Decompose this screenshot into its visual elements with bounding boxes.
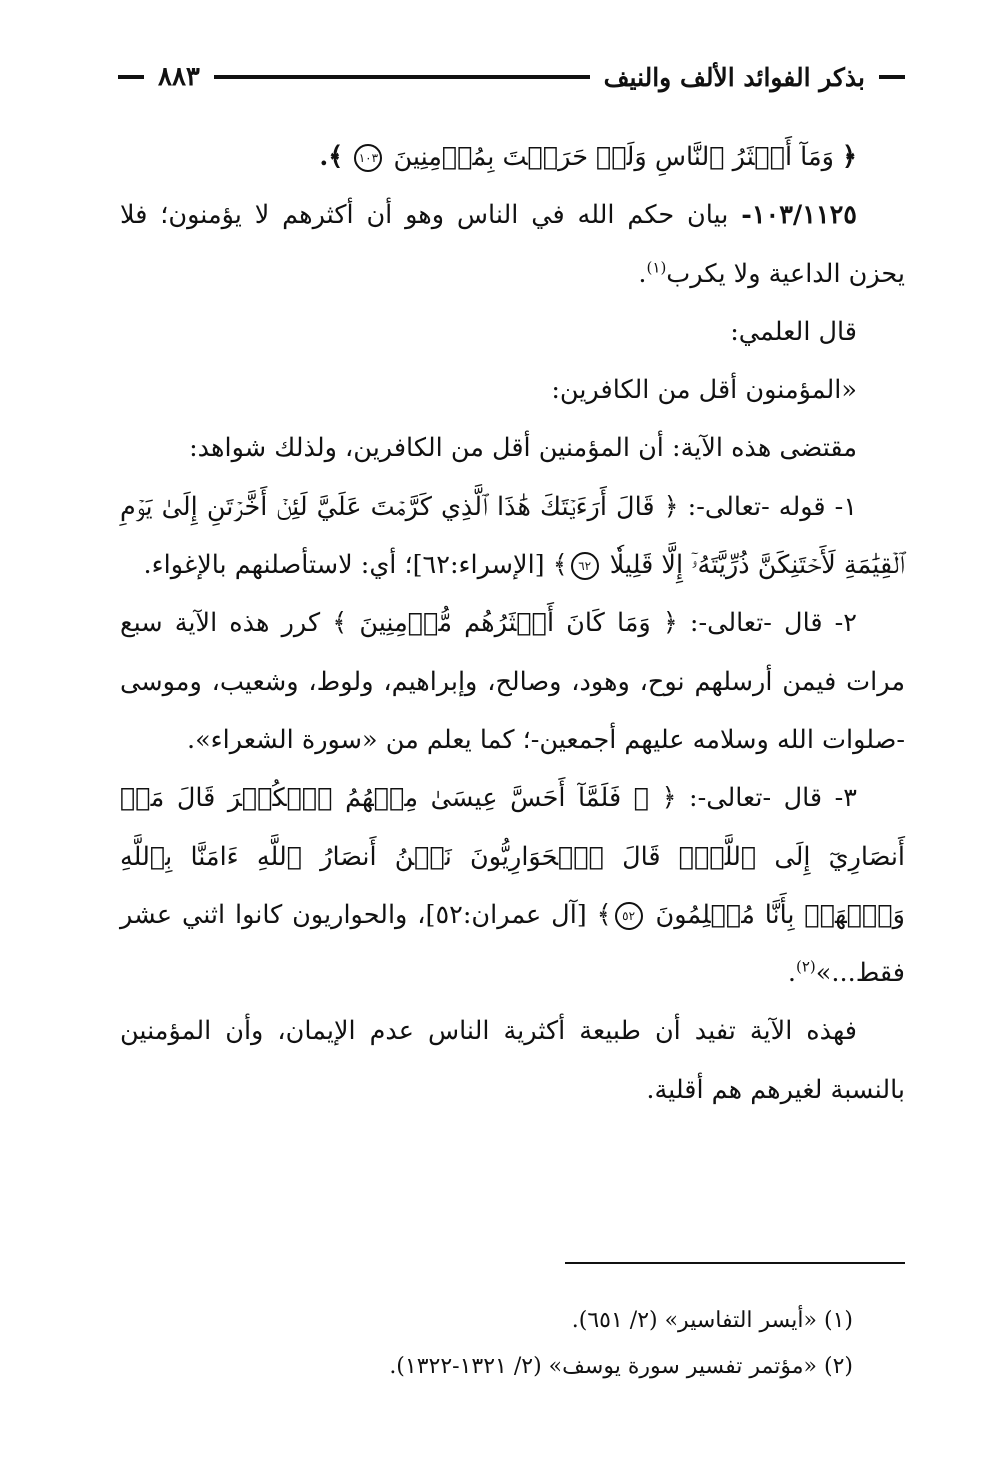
running-header bbox=[118, 60, 905, 94]
header-dash-left bbox=[118, 75, 144, 79]
benefit-number: ١٠٣/١١٢٥- bbox=[741, 200, 857, 231]
evidence-3-rest: ﴾ [آل عمران:٥٢]، والحواريون كانوا اثني عشر فقط...» bbox=[120, 899, 905, 989]
paragraph-conclusion: فهذه الآية تفيد أن طبيعة أكثرية الناس عدم الإيمان، وأن المؤمنين بالنسبة لغيرهم هم أقلية. bbox=[120, 1016, 905, 1105]
verse-number-mark: ٦٢ bbox=[571, 552, 599, 580]
footnote-1: (١) «أيسر التفاسير» (٢/ ٦٥١). bbox=[571, 1308, 853, 1333]
benefit-end: . bbox=[638, 258, 647, 289]
verse-number-mark: ٥٢ bbox=[615, 902, 643, 930]
benefit-text: بيان حكم الله في الناس وهو أن أكثرهم لا يؤمنون؛ فلا يحزن الداعية ولا يكرب bbox=[120, 200, 905, 289]
evidence-2-intro: ٢- قال -تعالى-: ﴿ bbox=[662, 608, 857, 639]
paragraph-evidence-3 bbox=[120, 769, 905, 1002]
header-dash-right bbox=[879, 75, 905, 79]
quran-verse-imran: ۞ فَلَمَّآ أَحَسَّ عِيسَىٰ مِنۡهُمُ ٱلۡكُفۡرَ قَالَ مَنۡ أَنصَارِيٓ إِلَى ٱللَّهِۖ قَالَ ٱلۡحَوَارِيُّونَ نَحۡنُ أَنصَارُ ٱللَّهِ ءَامَنَّا بِٱللَّهِ وَٱشۡهَدۡ بِأَنَّا مُسۡلِمُونَ bbox=[120, 783, 905, 930]
page-number: ٨٨٣ bbox=[158, 62, 200, 92]
quran-verse-isra: قَالَ أَرَءَيۡتَكَ هَٰذَا ٱلَّذِي كَرَّمۡتَ عَلَيَّ لَئِنۡ أَخَّرۡتَنِ إِلَىٰ يَوۡمِ ٱلۡقِيَٰمَةِ لَأَحۡتَنِكَنَّ ذُرِّيَّتَهُۥٓ إِلَّا قَلِيلٗا bbox=[120, 491, 905, 581]
evidence-1-intro: ١- قوله -تعالى-: ﴿ bbox=[663, 491, 858, 522]
evidence-2-rest: ﴾ كرر هذه الآية سبع مرات فيمن أرسلهم نوح، وهود، وصالح، وإبراهيم، ولوط، وشعيب، وموسى -صلوات الله وسلامه عليهم أجمعين-؛ كما يعلم من «سورة الشعراء». bbox=[120, 608, 905, 755]
paragraph-evidence-2 bbox=[120, 594, 905, 769]
evidence-3-end: . bbox=[787, 958, 796, 989]
verse-open-brace: ﴿ bbox=[842, 142, 857, 172]
footnotes bbox=[120, 1298, 853, 1390]
evidence-3-intro: ٣- قال -تعالى-: ﴿ bbox=[661, 783, 857, 814]
footnote-2: (٢) «مؤتمر تفسير سورة يوسف» (٢/ ١٣٢١-١٣٢٢). bbox=[389, 1354, 853, 1379]
paragraph-subheading: «المؤمنون أقل من الكافرين: bbox=[551, 375, 857, 406]
paragraph-evidence-1 bbox=[120, 478, 905, 595]
paragraph-benefit-1125 bbox=[120, 186, 905, 303]
footnote-separator bbox=[565, 1262, 905, 1264]
footnote-ref-2[interactable]: (٢) bbox=[796, 957, 816, 976]
verse-close-brace: ﴾. bbox=[319, 142, 344, 172]
paragraph-intro: مقتضى هذه الآية: أن المؤمنين أقل من الكافرين، ولذلك شواهد: bbox=[189, 433, 857, 464]
quran-verse: وَمَآ أَكۡثَرُ ٱلنَّاسِ وَلَوۡ حَرَصۡتَ بِمُؤۡمِنِينَ bbox=[393, 142, 834, 172]
quran-verse-shuara: وَمَا كَانَ أَكۡثَرُهُم مُّؤۡمِنِينَ bbox=[347, 608, 663, 639]
header-rule bbox=[214, 75, 590, 79]
paragraph-al-alami: قال العلمي: bbox=[730, 316, 857, 347]
evidence-1-rest: ﴾ [الإسراء:٦٢]؛ أي: لاستأصلنهم بالإغواء. bbox=[143, 550, 568, 581]
body-text bbox=[120, 128, 905, 1119]
running-header-title: بذكر الفوائد الألف والنيف bbox=[603, 62, 865, 92]
footnote-ref-1[interactable]: (١) bbox=[646, 258, 667, 277]
paragraph-verse-103 bbox=[120, 128, 905, 186]
verse-number-mark: ١٠٣ bbox=[354, 144, 382, 172]
